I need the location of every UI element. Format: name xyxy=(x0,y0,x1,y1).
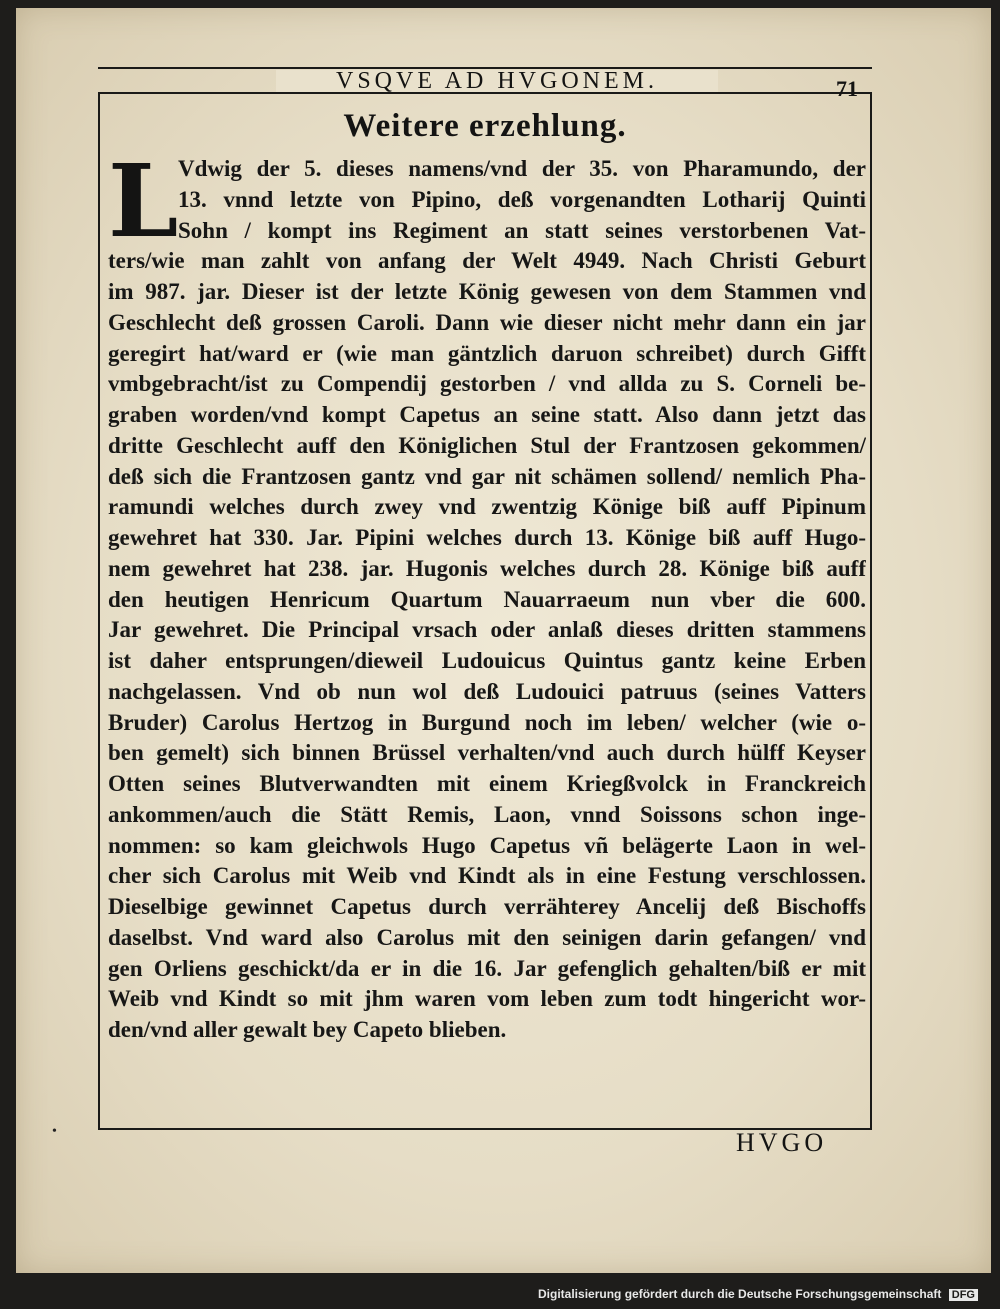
text-line: deß sich die Frantzosen gantz vnd gar nit schämen sollend/ nemlich Pha- xyxy=(108,463,866,489)
text-line: Geschlecht deß grossen Caroli. Dann wie dieser nicht mehr dann ein jar xyxy=(108,309,866,335)
body-text xyxy=(108,142,866,1046)
text-line: den heutigen Henricum Quartum Nauarraeum nun vber die 600. xyxy=(108,586,866,612)
text-line: Sohn / kompt ins Regiment an statt seines verstorbenen Vat- xyxy=(178,217,866,243)
text-line: gewehret hat 330. Jar. Pipini welches durch 13. Könige biß auff Hugo- xyxy=(108,525,866,550)
text-line: geregirt hat/ward er (wie man gäntzlich daruon schreibet) durch Gifft xyxy=(108,340,866,366)
drop-cap: L xyxy=(108,142,179,260)
text-line: Otten seines Blutverwandten mit einem Kriegßvolck in Franckreich xyxy=(108,771,866,796)
text-line: ben gemelt) sich binnen Brüssel verhalten/vnd auch durch hülff Keyser xyxy=(108,740,866,766)
running-head: VSQVE AD HVGONEM. xyxy=(276,70,718,92)
text-line: daselbst. Vnd ward also Carolus mit den seinigen darin gefangen/ vnd xyxy=(108,924,866,950)
section-title: Weitere erzehlung. xyxy=(343,108,627,144)
text-line: nem gewehret hat 238. jar. Hugonis welches durch 28. Könige biß auff xyxy=(108,555,866,581)
text-line: vmbgebracht/ist zu Compendij gestorben / vnd allda zu S. Corneli be- xyxy=(108,371,866,397)
digitization-credit xyxy=(538,1287,978,1301)
text-line: graben worden/vnd kompt Capetus an seine statt. Also dann jetzt das xyxy=(108,402,866,427)
text-line: dritte Geschlecht auff den Königlichen Stul der Frantzosen gekommen/ xyxy=(108,432,866,458)
page-number: 71 xyxy=(836,76,858,101)
credit-text: Digitalisierung gefördert durch die Deutsche Forschungsgemeinschaft xyxy=(538,1287,942,1301)
text-line: Jar gewehret. Die Principal vrsach oder anlaß dieses dritten stammens xyxy=(108,617,866,643)
text-line: Weib vnd Kindt so mit jhm waren vom leben zum todt hingericht wor- xyxy=(108,986,866,1012)
catchword: HVGO xyxy=(736,1128,828,1157)
dfg-logo: DFG xyxy=(949,1289,978,1301)
text-line: 13. vnnd letzte von Pipino, deß vorgenandten Lotharij Quinti xyxy=(178,186,866,212)
text-line: nachgelassen. Vnd ob nun wol deß Ludouici patruus (seines Vatters xyxy=(108,678,866,704)
text-line: ankommen/auch die Stätt Remis, Laon, vnnd Soissons schon inge- xyxy=(108,801,866,827)
text-line: gen Orliens geschickt/da er in die 16. Jar gefenglich gehalten/biß er mit xyxy=(108,955,866,981)
text-line: cher sich Carolus mit Weib vnd Kindt als in eine Festung verschlossen. xyxy=(108,863,866,889)
text-line: ramundi welches durch zwey vnd zwentzig Könige biß auff Pipinum xyxy=(108,494,866,520)
text-line: Dieselbige gewinnet Capetus durch verrähterey Ancelij deß Bischoffs xyxy=(108,894,866,919)
text-line: ters/wie man zahlt von anfang der Welt 4949. Nach Christi Geburt xyxy=(108,248,866,274)
text-line: Vdwig der 5. dieses namens/vnd der 35. von Pharamundo, der xyxy=(178,156,866,181)
book-page xyxy=(16,8,991,1273)
text-line: ist daher entsprungen/dieweil Ludouicus Quintus gantz keine Erben xyxy=(108,648,866,673)
page-mark: • xyxy=(52,1124,57,1139)
text-line: den/vnd aller gewalt bey Capeto blieben. xyxy=(108,1017,507,1042)
text-line: im 987. jar. Dieser ist der letzte König gewesen von dem Stammen vnd xyxy=(108,279,866,304)
text-line: Bruder) Carolus Hertzog in Burgund noch im leben/ welcher (wie o- xyxy=(108,709,866,735)
text-line: nommen: so kam gleichwols Hugo Capetus vñ belägerte Laon in wel- xyxy=(108,832,866,858)
